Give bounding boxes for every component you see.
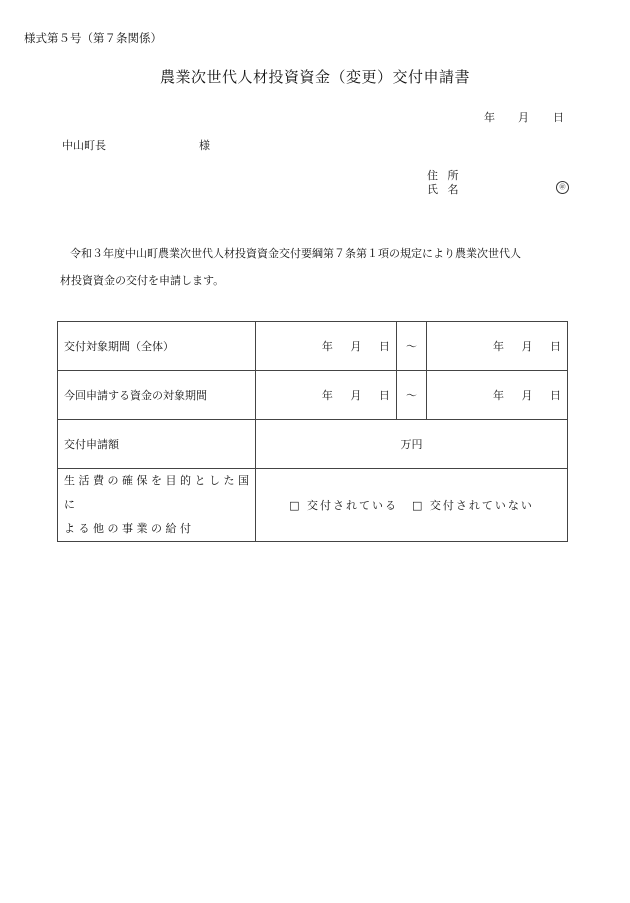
option-not-received-checkbox[interactable]: □ 交付されていない (411, 499, 534, 512)
addressee-name: 中山町長 (62, 139, 106, 152)
overall-period-end-date[interactable]: 年 月 日 (427, 322, 568, 371)
label-other-benefits (58, 469, 256, 542)
table-row (58, 322, 568, 371)
benefit-status-options (255, 469, 567, 542)
address-label: 住 所 (427, 169, 462, 182)
label-requested-amount: 交付申請額 (58, 420, 256, 469)
addressee-honorific: 様 (199, 139, 210, 152)
date-day-label: 日 (553, 111, 564, 124)
label-other-benefits-line-2: よ る 他 の 事 業 の 給 付 (64, 522, 191, 535)
statement-line-2: 材投資資金の交付を申請します。 (60, 274, 225, 287)
table-row (58, 469, 568, 542)
tilde-separator: ～ (396, 371, 426, 420)
form-number: 様式第５号（第７条関係） (24, 31, 162, 45)
option-received-checkbox[interactable]: □ 交付されている (289, 499, 398, 512)
application-table (57, 321, 568, 542)
application-statement (60, 240, 560, 294)
label-overall-period: 交付対象期間（全体） (58, 322, 256, 371)
label-other-benefits-line-1: 生 活 費 の 確 保 を 目 的 と し た 国 に (64, 474, 249, 511)
current-period-end-date[interactable]: 年 月 日 (427, 371, 568, 420)
document-title: 農業次世代人材投資資金（変更）交付申請書 (159, 68, 470, 86)
date-month-label: 月 (518, 111, 529, 124)
name-label: 氏 名 (427, 183, 462, 196)
date-year-label: 年 (484, 111, 495, 124)
label-current-period: 今回申請する資金の対象期間 (58, 371, 256, 420)
table-row (58, 420, 568, 469)
current-period-start-date[interactable]: 年 月 日 (255, 371, 396, 420)
requested-amount-field[interactable]: 万円 (255, 420, 567, 469)
table-row (58, 371, 568, 420)
seal-mark: ㊞ (556, 181, 569, 194)
statement-line-1: 令和３年度中山町農業次世代人材投資資金交付要綱第７条第１項の規定により農業次世代人 (70, 247, 521, 260)
overall-period-start-date[interactable]: 年 月 日 (255, 322, 396, 371)
tilde-separator: ～ (396, 322, 426, 371)
